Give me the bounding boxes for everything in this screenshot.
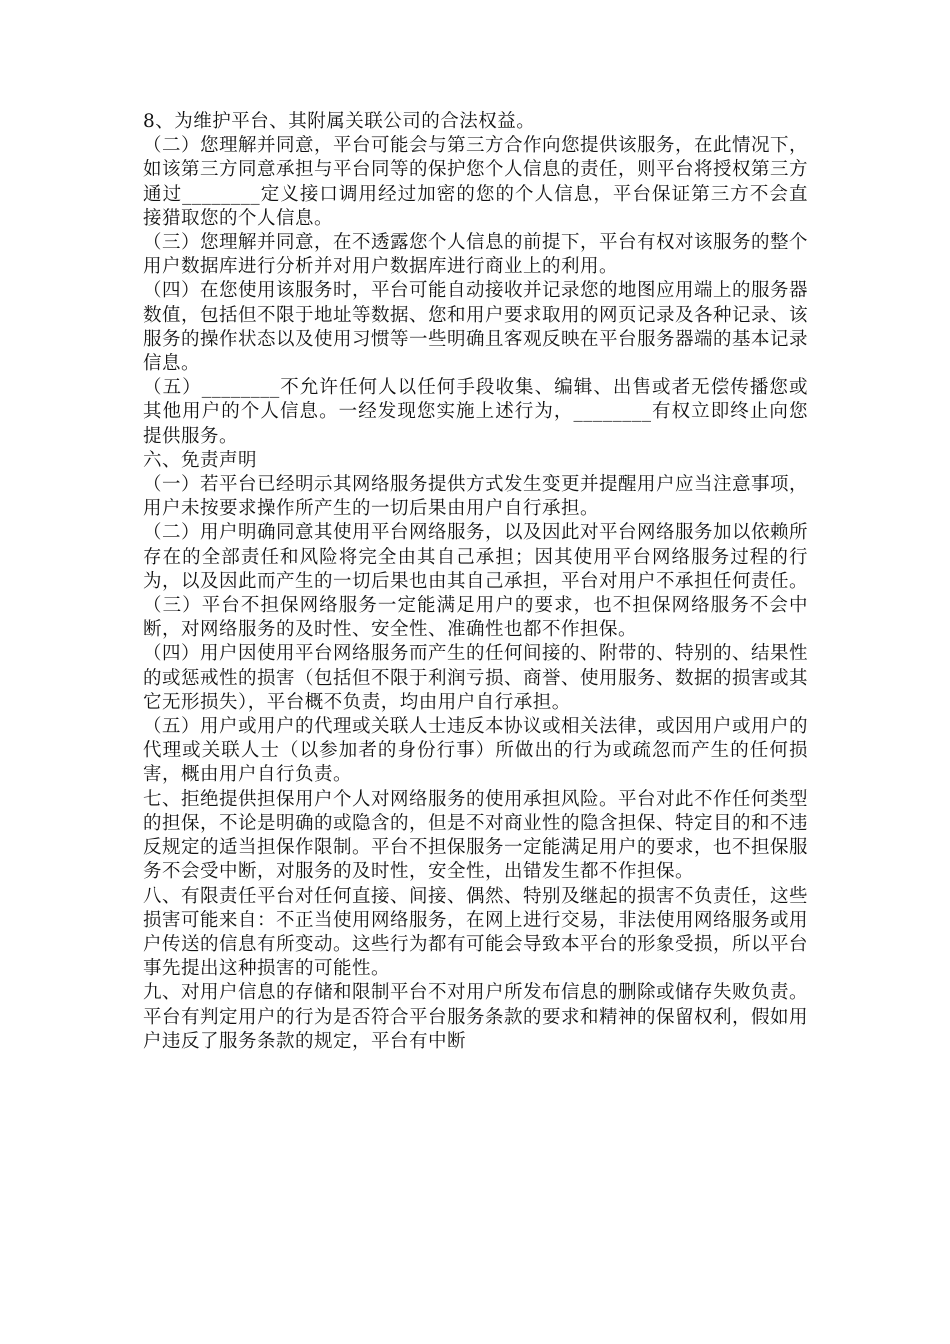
document-page	[143, 110, 808, 1054]
section-limited-liability: 八、有限责任平台对任何直接、间接、偶然、特别及继起的损害不负责任，这些损害可能来自：不正当使用网络服务，在网上进行交易，非法使用网络服务或用户传送的信息有所变动。这些行为都有可能会导致本平台的形象受损，所以平台事先提出这种损害的可能性。	[143, 885, 809, 980]
paragraph-disclaimer-4: （四）用户因使用平台网络服务而产生的任何间接的、附带的、特别的、结果性的或惩戒性的损害（包括但不限于利润亏损、商誉、使用服务、数据的损害或其它无形损失），平台概不负责，均由用户自行承担。	[143, 643, 809, 713]
paragraph-disclaimer-1: （一）若平台已经明示其网络服务提供方式发生变更并提醒用户应当注意事项，用户未按要求操作所产生的一切后果由用户自行承担。	[143, 474, 809, 520]
paragraph-disclaimer-5: （五）用户或用户的代理或关联人士违反本协议或相关法律，或因用户或用户的代理或关联人士（以参加者的身份行事）所做出的行为或疏忽而产生的任何损害，概由用户自行负责。	[143, 716, 809, 786]
paragraph-disclaimer-3: （三）平台不担保网络服务一定能满足用户的要求，也不担保网络服务不会中断，对网络服务的及时性、安全性、准确性也都不作担保。	[143, 595, 808, 641]
paragraph-auto-record: （四）在您使用该服务时，平台可能自动接收并记录您的地图应用端上的服务器数值，包括但不限于地址等数据、您和用户要求取用的网页记录及各种记录、该服务的操作状态以及使用习惯等一些明确且客观反映在平台服务器端的基本记录信息。	[143, 280, 809, 375]
paragraph-third-party: （二）您理解并同意，平台可能会与第三方合作向您提供该服务，在此情况下，如该第三方同意承担与平台同等的保护您个人信息的责任，则平台将授权第三方通过________定义接口调用经过加密的您的个人信息，平台保证第三方不会直接猎取您的个人信息。	[143, 135, 809, 229]
section-heading-disclaimer: 六、免责声明	[143, 449, 258, 471]
paragraph-disclaimer-2: （二）用户明确同意其使用平台网络服务，以及因此对平台网络服务加以依赖所存在的全部责任和风险将完全由其自己承担；因其使用平台网络服务过程的行为，以及因此而产生的一切后果也由其自己承担，平台对用户不承担任何责任。	[143, 522, 809, 592]
section-no-warranty: 七、拒绝提供担保用户个人对网络服务的使用承担风险。平台对此不作任何类型的担保，不论是明确的或隐含的，但是不对商业性的隐含担保、特定目的和不违反规定的适当担保作限制。平台不担保服务一定能满足用户的要求，也不担保服务不会受中断，对服务的及时性，安全性，出错发生都不作担保。	[143, 788, 809, 883]
paragraph-data-analysis: （三）您理解并同意，在不透露您个人信息的前提下，平台有权对该服务的整个用户数据库进行分析并对用户数据库进行商业上的利用。	[143, 232, 809, 278]
section-info-storage: 九、对用户信息的存储和限制平台不对用户所发布信息的删除或储存失败负责。平台有判定用户的行为是否符合平台服务条款的要求和精神的保留权利，假如用户违反了服务条款的规定，平台有中断	[143, 982, 809, 1052]
paragraph-item-8: 8、为维护平台、其附属关联公司的合法权益。	[143, 111, 536, 132]
paragraph-no-collection: （五）________不允许任何人以任何手段收集、编辑、出售或者无偿传播您或其他用户的个人信息。一经发现您实施上述行为，________有权立即终止向您提供服务。	[143, 377, 808, 447]
